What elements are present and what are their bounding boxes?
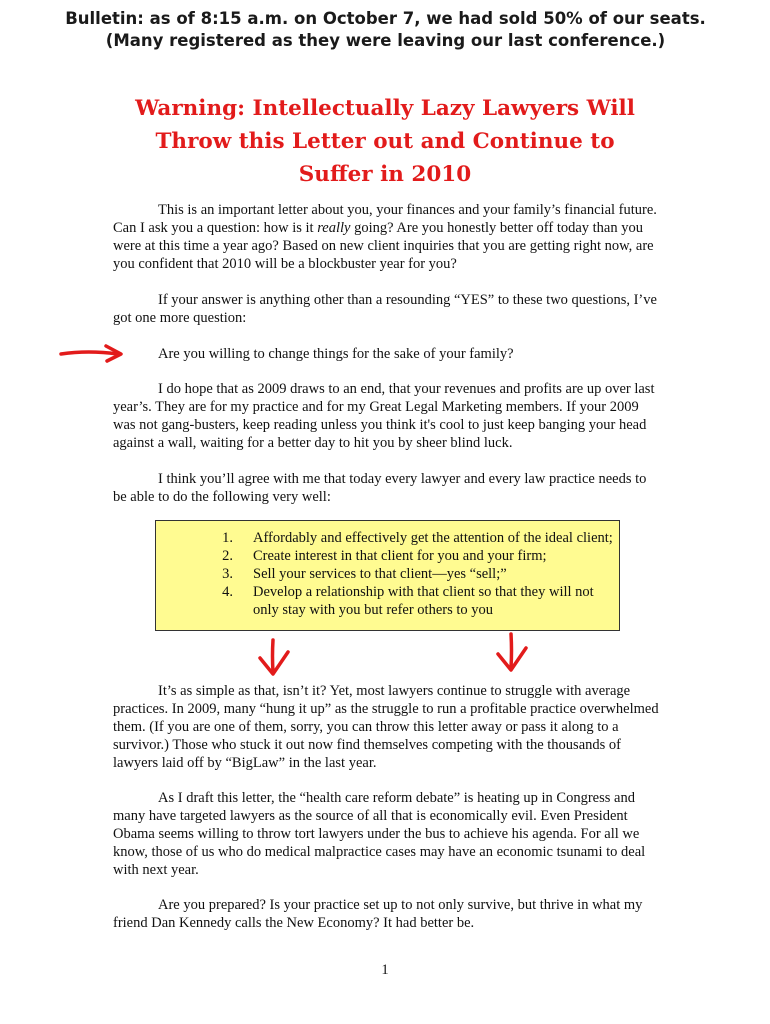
numbered-list	[156, 521, 619, 619]
paragraph-agree: I think you’ll agree with me that today every lawyer and every law practice needs to be able to do the following very well:	[113, 471, 647, 505]
down-arrow-icon	[252, 638, 296, 678]
headline-line-1: Warning: Intellectually Lazy Lawyers Will	[135, 96, 635, 121]
paragraph-health-care: As I draft this letter, the “health care reform debate” is heating up in Congress and many have targeted lawyers as the source of all that is economically evil. Even President Obama seems willing to throw tort lawyers under the bus to achieve his agenda. For all we know, those of us who do medical malpractice cases may have an economic tsunami to deal with next year.	[113, 790, 646, 878]
paragraph-family: Are you willing to change things for the sake of your family?	[158, 346, 514, 362]
list-item: 2. Create interest in that client for you and your firm;	[222, 548, 547, 564]
paragraph-intro: This is an important letter about you, your finances and your family’s financial future. Can I ask you a question: how is it really going? Are you honestly better off today than you were at this time a year ago? Based on new client inquiries that you are getting right now, are you confident that 2010 will be a blockbuster year for you?	[113, 202, 657, 272]
headline-line-2: Throw this Letter out and Continue to	[155, 129, 615, 154]
list-item: 3. Sell your services to that client—yes “sell;”	[222, 566, 507, 582]
paragraph-simple: It’s as simple as that, isn’t it? Yet, most lawyers continue to struggle with average practices. In 2009, many “hung it up” as the struggle to run a profitable practice overwhelmed them. (If you are one of them, sorry, you can throw this letter away or pass it along to a survivor.) Those who stuck it out now find themselves competing with the thousands of lawyers laid off by “BigLaw” in the last year.	[113, 683, 659, 771]
bulletin	[28, 8, 743, 52]
paragraph-prepared: Are you prepared? Is your practice set up to not only survive, but thrive in what my friend Dan Kennedy calls the New Economy? It had better be.	[113, 897, 643, 931]
bulletin-line-1: Bulletin: as of 8:15 a.m. on October 7, we had sold 50% of our seats.	[65, 9, 706, 28]
paragraph-2009: I do hope that as 2009 draws to an end, that your revenues and profits are up over last year’s. They are for my practice and for my Great Legal Marketing members. If your 2009 was not gang-busters, keep reading unless you think it's cool to just keep banging your head against a wall, waiting for a better day to hit you by sheer blind luck.	[113, 381, 655, 451]
page-number: 1	[381, 962, 389, 978]
bulletin-line-2: (Many registered as they were leaving our last conference.)	[105, 31, 666, 50]
headline-line-3: Suffer in 2010	[298, 162, 472, 187]
headline	[100, 92, 670, 191]
down-arrow-icon	[490, 632, 534, 674]
list-item: 1. Affordably and effectively get the attention of the ideal client;	[222, 530, 613, 546]
list-item: 4. Develop a relationship with that client so that they will not only stay with you but refer others to you	[222, 584, 594, 618]
paragraph-question: If your answer is anything other than a resounding “YES” to these two questions, I’ve got one more question:	[113, 292, 657, 326]
highlight-list-box	[155, 520, 620, 631]
